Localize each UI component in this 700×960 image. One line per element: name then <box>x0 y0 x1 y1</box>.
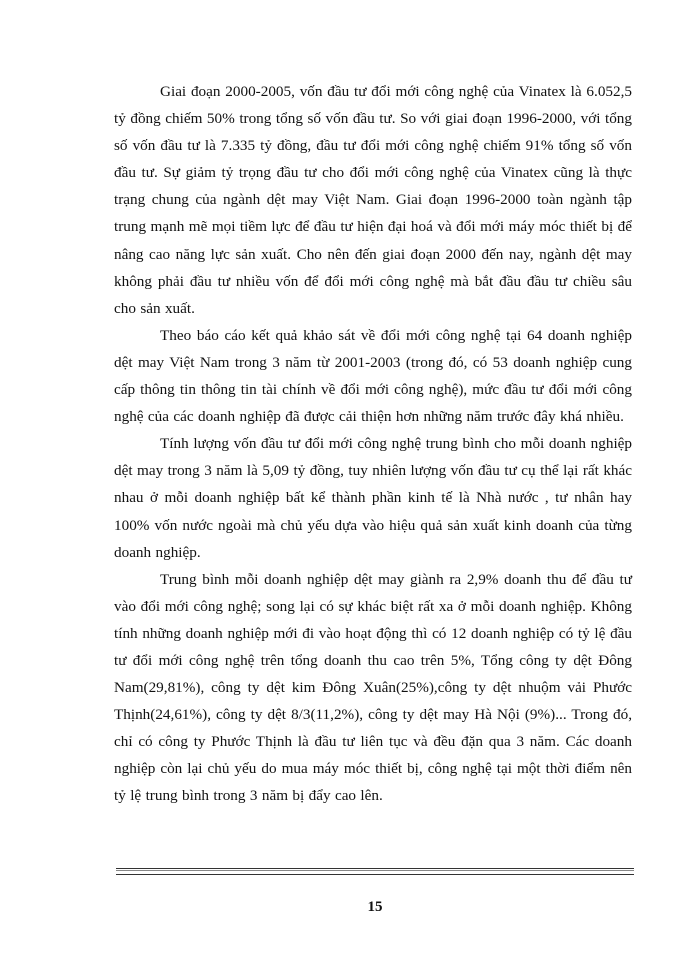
footer-divider <box>116 868 634 875</box>
paragraph-vinatex-investment: Giai đoạn 2000-2005, vốn đầu tư đổi mới công nghệ của Vinatex là 6.052,5 tỷ đồng chiếm 50% trong tổng số vốn đầu tư. So với giai đoạn 1996-2000, với tổng số vốn đầu tư là 7.335 tỷ đồng, đầu tư đổi mới công nghệ chiếm 91% tổng số vốn đầu tư. Sự giảm tỷ trọng đầu tư cho đổi mới công nghệ của Vinatex cũng là thực trạng chung của ngành dệt may Việt Nam. Giai đoạn 1996-2000 toàn ngành tập trung mạnh mẽ mọi tiềm lực để đầu tư hiện đại hoá và đổi mới máy móc thiết bị để nâng cao năng lực sản xuất. Cho nên đến giai đoạn 2000 đến nay, ngành dệt may không phải đầu tư nhiều vốn để đổi mới công nghệ mà bắt đầu đầu tư chiều sâu cho sản xuất. <box>114 83 632 317</box>
paragraph-survey-report: Theo báo cáo kết quả khảo sát về đổi mới công nghệ tại 64 doanh nghiệp dệt may Việt Nam trong 3 năm từ 2001-2003 (trong đó, có 53 doanh nghiệp cung cấp thông tin thông tin tài chính về đổi mới công nghệ), mức đầu tư đổi mới công nghệ của các doanh nghiệp đã được cải thiện hơn những năm trước đây khá nhiều. <box>114 326 632 426</box>
paragraph-average-investment: Tính lượng vốn đầu tư đổi mới công nghệ trung bình cho mỗi doanh nghiệp dệt may trong 3 năm là 5,09 tỷ đồng, tuy nhiên lượng vốn đầu tư cụ thể lại rất khác nhau ở mỗi doanh nghiệp bất kể thành phần kinh tế là Nhà nước , tư nhân hay 100% vốn nước ngoài mà chủ yếu dựa vào hiệu quả sản xuất kinh doanh của từng doanh nghiệp. <box>114 435 632 561</box>
paragraph-revenue-share: Trung bình mỗi doanh nghiệp dệt may giành ra 2,9% doanh thu để đầu tư vào đổi mới công nghệ; song lại có sự khác biệt rất xa ở mỗi doanh nghiệp. Không tính những doanh nghiệp mới đi vào hoạt động thì có 12 doanh nghiệp có tỷ lệ đầu tư đổi mới công nghệ trên tổng doanh thu cao trên 5%, Tổng công ty dệt Đông Nam(29,81%), công ty dệt kim Đông Xuân(25%),công ty dệt nhuộm vải Phước Thịnh(24,61%), công ty dệt 8/3(11,2%), công ty dệt may Hà Nội (9%)... Trong đó, chỉ có công ty Phước Thịnh là đầu tư liên tục và đều đặn qua 3 năm. Các doanh nghiệp còn lại chủ yếu do mua máy móc thiết bị, công nghệ tại một thời điểm nên tỷ lệ trung bình trong 3 năm bị đẩy cao lên. <box>114 570 632 805</box>
page-number: 15 <box>367 899 383 915</box>
body-text <box>114 78 632 810</box>
